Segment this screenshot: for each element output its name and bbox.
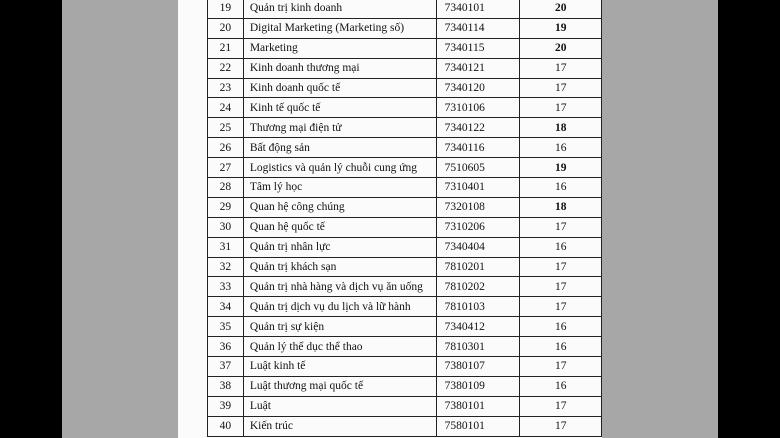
benchmark-score-cell: 17 [520, 416, 602, 436]
row-number-cell: 39 [208, 396, 244, 416]
document-page [178, 0, 602, 438]
major-code-cell: 7340122 [436, 118, 520, 138]
table-row [208, 217, 602, 237]
benchmark-score-cell: 17 [520, 217, 602, 237]
major-code-cell: 7380107 [436, 357, 520, 377]
benchmark-score-cell: 16 [520, 237, 602, 257]
major-name-cell: Quan hệ quốc tế [243, 217, 436, 237]
major-name-cell: Quản trị kinh doanh [243, 0, 436, 18]
benchmark-score-cell: 16 [520, 337, 602, 357]
major-name-cell: Logistics và quản lý chuỗi cung ứng [243, 158, 436, 178]
benchmark-score-cell: 17 [520, 78, 602, 98]
major-code-cell: 7340101 [436, 0, 520, 18]
major-name-cell: Luật [243, 396, 436, 416]
major-code-cell: 7340404 [436, 237, 520, 257]
major-name-cell: Quản lý thể dục thể thao [243, 337, 436, 357]
benchmark-score-cell: 17 [520, 98, 602, 118]
major-name-cell: Kinh doanh thương mại [243, 58, 436, 78]
benchmark-score-cell: 17 [520, 58, 602, 78]
major-name-cell: Quản trị sự kiện [243, 317, 436, 337]
table-row [208, 237, 602, 257]
major-name-cell: Quản trị khách sạn [243, 257, 436, 277]
table-row [208, 138, 602, 158]
row-number-cell: 38 [208, 376, 244, 396]
row-number-cell: 27 [208, 158, 244, 178]
major-name-cell: Quản trị nhà hàng và dịch vụ ăn uống [243, 277, 436, 297]
table-row [208, 197, 602, 217]
row-number-cell: 29 [208, 197, 244, 217]
benchmark-score-cell: 17 [520, 357, 602, 377]
row-number-cell: 26 [208, 138, 244, 158]
benchmark-score-cell: 17 [520, 297, 602, 317]
table-row [208, 257, 602, 277]
major-code-cell: 7310106 [436, 98, 520, 118]
table-row [208, 277, 602, 297]
benchmark-score-cell: 19 [520, 158, 602, 178]
benchmark-score-cell: 16 [520, 376, 602, 396]
major-name-cell: Kinh doanh quốc tế [243, 78, 436, 98]
major-code-cell: 7310206 [436, 217, 520, 237]
benchmark-score-cell: 16 [520, 317, 602, 337]
major-code-cell: 7340116 [436, 138, 520, 158]
major-code-cell: 7380109 [436, 376, 520, 396]
row-number-cell: 36 [208, 337, 244, 357]
table-row [208, 78, 602, 98]
table-row [208, 38, 602, 58]
table-row [208, 317, 602, 337]
major-code-cell: 7340114 [436, 18, 520, 38]
benchmark-score-cell: 20 [520, 0, 602, 18]
viewer-background-right [602, 0, 718, 438]
benchmark-score-cell: 16 [520, 178, 602, 198]
major-code-cell: 7340120 [436, 78, 520, 98]
major-name-cell: Marketing [243, 38, 436, 58]
table-row [208, 178, 602, 198]
row-number-cell: 32 [208, 257, 244, 277]
major-code-cell: 7510605 [436, 158, 520, 178]
benchmark-score-cell: 18 [520, 197, 602, 217]
major-name-cell: Digital Marketing (Marketing số) [243, 18, 436, 38]
row-number-cell: 24 [208, 98, 244, 118]
viewer-background-left [62, 0, 178, 438]
major-code-cell: 7580101 [436, 416, 520, 436]
major-name-cell: Kiến trúc [243, 416, 436, 436]
major-name-cell: Tâm lý học [243, 178, 436, 198]
major-code-cell: 7810202 [436, 277, 520, 297]
benchmark-score-cell: 20 [520, 38, 602, 58]
major-code-cell: 7320108 [436, 197, 520, 217]
benchmark-score-cell: 17 [520, 277, 602, 297]
major-code-cell: 7810103 [436, 297, 520, 317]
benchmark-score-cell: 19 [520, 18, 602, 38]
major-code-cell: 7340412 [436, 317, 520, 337]
table-row [208, 416, 602, 436]
row-number-cell: 23 [208, 78, 244, 98]
major-name-cell: Luật thương mại quốc tế [243, 376, 436, 396]
table-row [208, 58, 602, 78]
row-number-cell: 37 [208, 357, 244, 377]
major-code-cell: 7310401 [436, 178, 520, 198]
major-name-cell: Quan hệ công chúng [243, 197, 436, 217]
table-row [208, 158, 602, 178]
major-code-cell: 7340121 [436, 58, 520, 78]
major-name-cell: Luật kinh tế [243, 357, 436, 377]
table-row [208, 337, 602, 357]
row-number-cell: 34 [208, 297, 244, 317]
row-number-cell: 31 [208, 237, 244, 257]
table-row [208, 18, 602, 38]
benchmark-score-cell: 17 [520, 257, 602, 277]
major-code-cell: 7810301 [436, 337, 520, 357]
table-row [208, 396, 602, 416]
table-row [208, 98, 602, 118]
row-number-cell: 30 [208, 217, 244, 237]
row-number-cell: 25 [208, 118, 244, 138]
row-number-cell: 33 [208, 277, 244, 297]
major-name-cell: Quản trị nhân lực [243, 237, 436, 257]
admission-score-table [207, 0, 602, 437]
table-row [208, 118, 602, 138]
table-body [208, 0, 602, 436]
benchmark-score-cell: 17 [520, 396, 602, 416]
benchmark-score-cell: 16 [520, 138, 602, 158]
table-row [208, 297, 602, 317]
row-number-cell: 21 [208, 38, 244, 58]
major-name-cell: Quản trị dịch vụ du lịch và lữ hành [243, 297, 436, 317]
major-name-cell: Thương mại điện tử [243, 118, 436, 138]
row-number-cell: 28 [208, 178, 244, 198]
major-code-cell: 7340115 [436, 38, 520, 58]
table-row [208, 357, 602, 377]
table-row [208, 0, 602, 18]
row-number-cell: 19 [208, 0, 244, 18]
major-code-cell: 7810201 [436, 257, 520, 277]
row-number-cell: 35 [208, 317, 244, 337]
benchmark-score-cell: 18 [520, 118, 602, 138]
major-name-cell: Bất động sản [243, 138, 436, 158]
row-number-cell: 20 [208, 18, 244, 38]
row-number-cell: 22 [208, 58, 244, 78]
row-number-cell: 40 [208, 416, 244, 436]
major-name-cell: Kinh tế quốc tế [243, 98, 436, 118]
table-row [208, 376, 602, 396]
major-code-cell: 7380101 [436, 396, 520, 416]
